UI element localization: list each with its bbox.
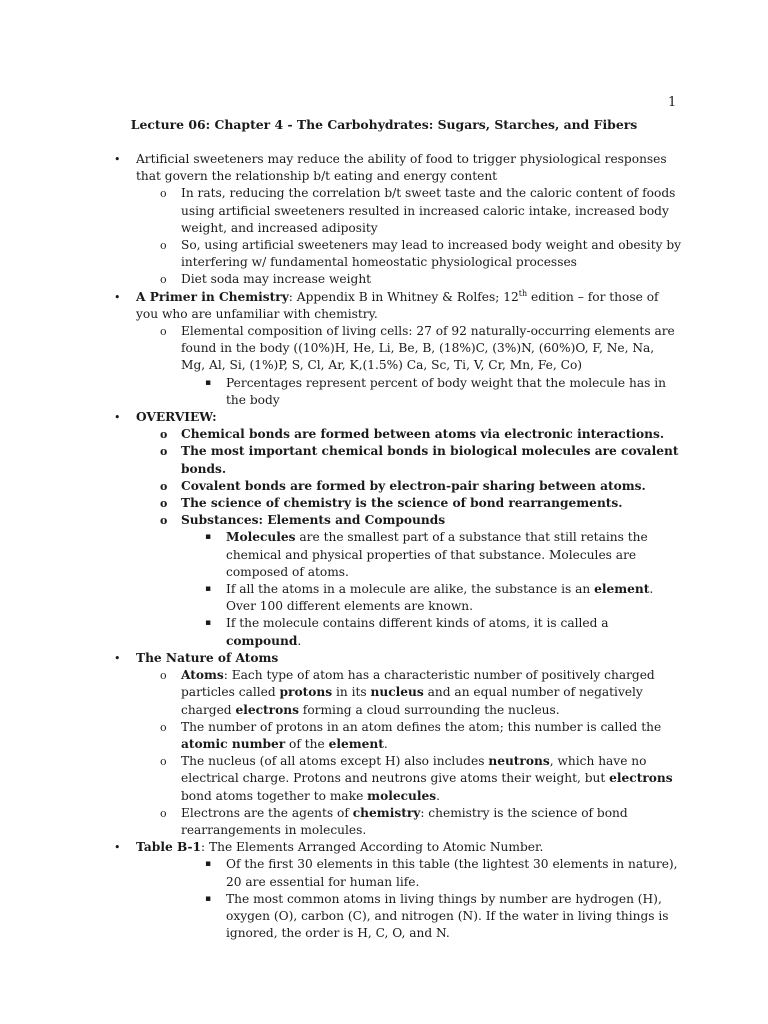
list-item-element <box>0 581 768 615</box>
circle-marker: o <box>160 669 167 683</box>
list-item-table <box>0 839 768 856</box>
circle-marker: o <box>160 428 168 442</box>
element-term: element <box>594 582 650 597</box>
primer-label: A Primer in Chemistry <box>136 289 289 304</box>
square-marker: ▪ <box>205 584 212 595</box>
table-label: Table B-1 <box>136 840 202 855</box>
atoms-t3: and an equal number of negatively charged <box>181 685 643 717</box>
overview-point-3: Covalent bonds are formed by electron-pair sharing between atoms. <box>181 478 646 493</box>
overview-point-1: Chemical bonds are formed between atoms via electronic interactions. <box>181 427 665 442</box>
list-item-table-note <box>0 856 768 890</box>
list-item-neutrons <box>0 753 768 805</box>
primer-text-b: edition – for those of you who are unfamiliar with chemistry. <box>136 289 659 321</box>
square-marker: ▪ <box>205 618 212 629</box>
electrons-t2: : chemistry is the science of bond rearrangements in molecules. <box>181 805 628 837</box>
list-item-sweeteners <box>0 151 768 185</box>
table-text: : The Elements Arranged According to Atomic Number. <box>201 840 544 855</box>
bullet-marker: • <box>114 841 121 855</box>
bullet-marker: • <box>114 651 121 665</box>
neutrons-term: neutrons <box>488 754 550 769</box>
list-item-table-note <box>0 891 768 943</box>
nucleus-term: nucleus <box>370 685 424 700</box>
nucleus-t3: bond atoms together to make <box>181 788 368 803</box>
square-marker: ▪ <box>205 377 212 388</box>
circle-marker: o <box>160 755 167 769</box>
overview-point-4: The science of chemistry is the science of bond rearrangements. <box>181 496 623 511</box>
chemistry-term: chemistry <box>352 805 421 820</box>
circle-marker: o <box>160 720 167 734</box>
atoms-term: Atoms <box>181 668 224 683</box>
electrons-t1: Electrons are the agents of <box>181 805 353 820</box>
overview-point-2: The most important chemical bonds in biological molecules are covalent bonds. <box>181 444 679 476</box>
percent-note-text: Percentages represent percent of body weight that the molecule has in the body <box>226 375 667 407</box>
main-list <box>0 151 768 942</box>
list-item-electrons <box>0 805 768 839</box>
list-item-substances <box>0 512 768 529</box>
list-item-overview-point <box>0 443 768 477</box>
nucleus-t2: , which have no electrical charge. Protons and neutrons give atoms their weight, but <box>181 754 647 786</box>
atoms-t4: forming a cloud surrounding the nucleus. <box>298 702 560 717</box>
bullet-marker: • <box>114 153 121 166</box>
list-item-atoms <box>0 667 768 719</box>
element-post: . Over 100 different elements are known. <box>226 582 654 614</box>
substances-label: Substances: Elements and Compounds <box>181 513 446 528</box>
atomic-number-term: atomic number <box>181 736 286 751</box>
atoms-t2: in its <box>332 685 371 700</box>
lecture-notes <box>0 151 768 942</box>
circle-marker: o <box>160 806 167 820</box>
sweeteners-text: Artificial sweeteners may reduce the ability of food to trigger physiological responses that govern the relationship b/t eating and energy content <box>136 152 667 184</box>
list-item-percent-note <box>0 375 768 409</box>
circle-marker: o <box>160 445 168 459</box>
list-item-overview <box>0 409 768 426</box>
bullet-marker: • <box>114 290 121 304</box>
table-note-2: The most common atoms in living things by number are hydrogen (H), oxygen (O), carbon (C), and nitrogen (N). If the water in living things is ignored, the order is H, C, O, and N. <box>226 891 669 941</box>
nucleus-t1: The nucleus (of all atoms except H) also includes <box>181 754 489 769</box>
bullet-marker: • <box>114 411 121 425</box>
list-item-obesity <box>0 237 768 271</box>
element-term-2: element <box>328 736 384 751</box>
circle-marker: o <box>160 187 167 201</box>
list-item-overview-point <box>0 495 768 512</box>
atoms-t1: : Each type of atom has a characteristic number of positively charged particles called <box>181 668 655 700</box>
composition-text: Elemental composition of living cells: 27 of 92 naturally-occurring elements are found in the body ((10%)H, He, Li, Be, B, (18%)C, (3%)N, (60%)O, F, Ne, Na, Mg, Al, Si, (1%)P, S, Cl, Ar, K,(1.5%) Ca, Sc, Ti, V, Cr, Mn, Fe, Co) <box>181 324 675 373</box>
list-item-overview-point <box>0 478 768 495</box>
list-item-compound <box>0 615 768 649</box>
square-marker: ▪ <box>205 859 212 870</box>
electrons-term: electrons <box>235 702 299 717</box>
nucleus-t4: . <box>436 788 440 803</box>
list-item-atomic-number <box>0 719 768 753</box>
list-item-primer <box>0 289 768 323</box>
circle-marker: o <box>160 497 168 511</box>
square-marker: ▪ <box>205 532 212 543</box>
compound-term: compound <box>226 633 298 648</box>
list-item-molecules <box>0 529 768 581</box>
circle-marker: o <box>160 239 167 253</box>
protons-t1: The number of protons in an atom defines the atom; this number is called the <box>181 719 662 734</box>
sweeteners-sub-2: So, using artificial sweeteners may lead to increased body weight and obesity by interfering w/ fundamental homeostatic physiological processes <box>181 238 682 270</box>
primer-sup: th <box>518 288 528 298</box>
protons-t3: . <box>383 736 388 751</box>
protons-t2: of the <box>285 736 329 751</box>
molecules-text: are the smallest part of a substance that still retains the chemical and physical properties of that substance. Molecules are composed of atoms. <box>226 530 648 579</box>
circle-marker: o <box>160 479 168 493</box>
list-item-rats <box>0 185 768 237</box>
protons-term: protons <box>279 685 333 700</box>
molecules-term: Molecules <box>226 530 296 545</box>
atoms-label: The Nature of Atoms <box>136 650 279 665</box>
list-item-overview-point <box>0 426 768 443</box>
square-marker: ▪ <box>205 893 212 904</box>
element-pre: If all the atoms in a molecule are alike, the substance is an <box>226 582 595 597</box>
compound-pre: If the molecule contains different kinds of atoms, it is called a <box>226 616 609 631</box>
list-item-composition <box>0 323 768 375</box>
sweeteners-sub-3: Diet soda may increase weight <box>181 272 372 287</box>
overview-label: OVERVIEW: <box>136 410 217 425</box>
compound-post: . <box>297 633 302 648</box>
page-number: 1 <box>668 95 677 110</box>
circle-marker: o <box>160 325 167 339</box>
circle-marker: o <box>160 273 167 287</box>
circle-marker: o <box>160 514 168 528</box>
sweeteners-sub-1: In rats, reducing the correlation b/t sweet taste and the caloric content of foods using artificial sweeteners resulted in increased caloric intake, increased body weight, and increased adiposity <box>181 186 676 235</box>
table-note-1: Of the first 30 elements in this table (the lightest 30 elements in nature), 20 are essential for human life. <box>226 857 678 889</box>
molecules-term-2: molecules <box>367 788 437 803</box>
primer-text-a: : Appendix B in Whitney & Rolfes; 12 <box>288 289 519 304</box>
list-item-diet-soda <box>0 271 768 288</box>
list-item-atoms-heading <box>0 650 768 667</box>
page-title: Lecture 06: Chapter 4 - The Carbohydrates: Sugars, Starches, and Fibers <box>130 117 638 132</box>
electrons-term-2: electrons <box>609 771 673 786</box>
